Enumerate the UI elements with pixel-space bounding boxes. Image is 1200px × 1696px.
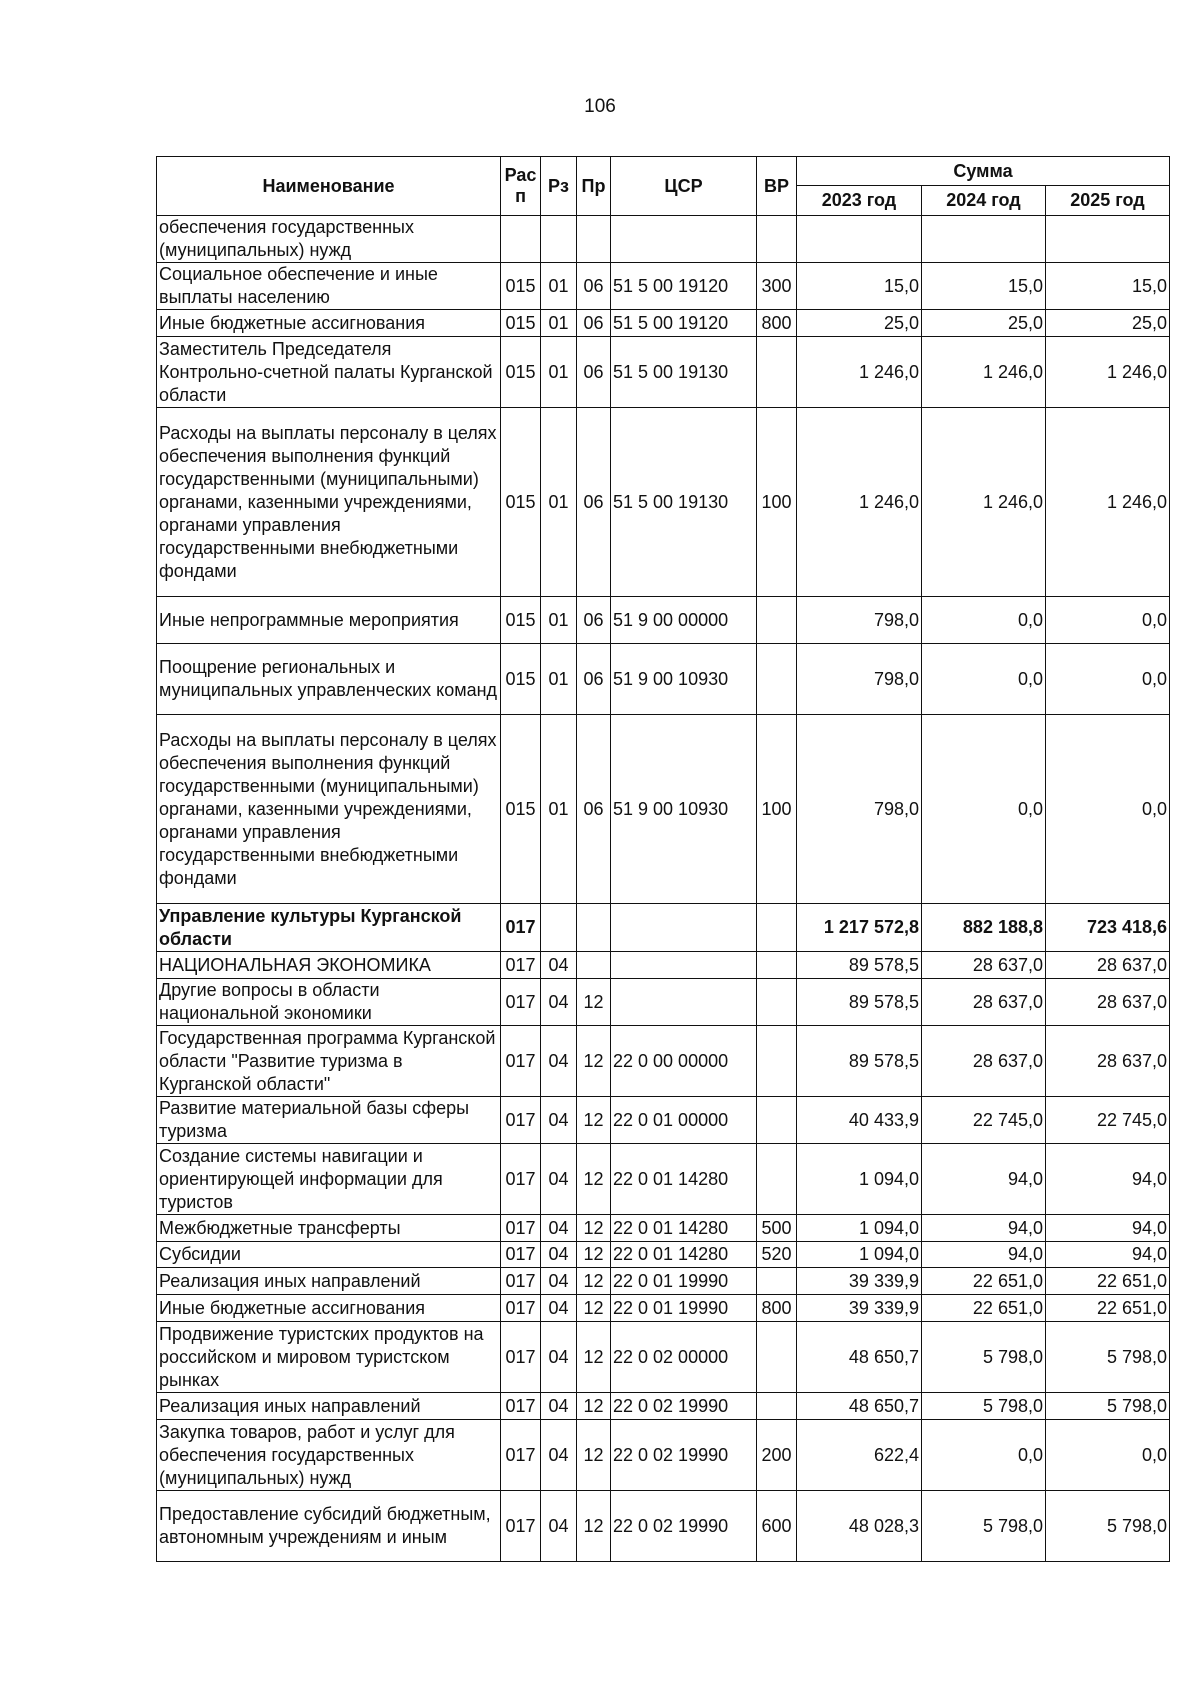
cell-pr	[577, 216, 611, 263]
cell-csr: 22 0 02 19990	[611, 1420, 757, 1491]
cell-rz: 04	[541, 1420, 577, 1491]
cell-2025: 28 637,0	[1046, 952, 1170, 979]
cell-2023: 798,0	[797, 715, 922, 904]
header-sum: Сумма	[797, 157, 1170, 186]
cell-csr: 51 5 00 19130	[611, 337, 757, 408]
cell-rasp: 015	[501, 408, 541, 597]
cell-2024: 5 798,0	[922, 1491, 1046, 1562]
cell-csr: 22 0 02 19990	[611, 1491, 757, 1562]
cell-2025: 5 798,0	[1046, 1393, 1170, 1420]
cell-2024: 94,0	[922, 1144, 1046, 1215]
cell-name: Расходы на выплаты персоналу в целях обеспечения выполнения функций государственными (муниципальными) органами, казенными учреждениями, органами управления государственными внебюджетными фондами	[157, 408, 501, 597]
cell-name: Предоставление субсидий бюджетным, автономным учреждениям и иным	[157, 1491, 501, 1562]
cell-vr	[757, 1144, 797, 1215]
cell-vr	[757, 1393, 797, 1420]
cell-csr: 51 5 00 19130	[611, 408, 757, 597]
cell-pr: 12	[577, 1491, 611, 1562]
cell-csr	[611, 904, 757, 952]
cell-2023: 798,0	[797, 644, 922, 715]
cell-2025: 0,0	[1046, 715, 1170, 904]
cell-2023: 89 578,5	[797, 1026, 922, 1097]
cell-rasp: 015	[501, 310, 541, 337]
cell-2024: 94,0	[922, 1242, 1046, 1268]
cell-csr: 22 0 01 19990	[611, 1268, 757, 1295]
cell-2023: 48 650,7	[797, 1322, 922, 1393]
cell-2024: 94,0	[922, 1215, 1046, 1242]
cell-csr	[611, 979, 757, 1026]
header-vr: ВР	[757, 157, 797, 216]
table-row	[157, 1215, 1170, 1242]
cell-2023: 39 339,9	[797, 1295, 922, 1322]
cell-name: Иные бюджетные ассигнования	[157, 310, 501, 337]
cell-pr: 12	[577, 1393, 611, 1420]
table-row	[157, 715, 1170, 904]
cell-rasp: 017	[501, 1144, 541, 1215]
cell-csr: 22 0 01 14280	[611, 1144, 757, 1215]
cell-2023: 1 094,0	[797, 1144, 922, 1215]
cell-pr: 12	[577, 1215, 611, 1242]
cell-rasp: 017	[501, 1393, 541, 1420]
table-row	[157, 337, 1170, 408]
cell-2025: 5 798,0	[1046, 1491, 1170, 1562]
cell-vr: 800	[757, 310, 797, 337]
cell-2024: 882 188,8	[922, 904, 1046, 952]
cell-name: обеспечения государственных (муниципальных) нужд	[157, 216, 501, 263]
cell-vr	[757, 1268, 797, 1295]
cell-2025: 1 246,0	[1046, 337, 1170, 408]
cell-2024: 15,0	[922, 263, 1046, 310]
cell-rz: 01	[541, 408, 577, 597]
table-row	[157, 1268, 1170, 1295]
cell-vr	[757, 952, 797, 979]
cell-name: Реализация иных направлений	[157, 1268, 501, 1295]
cell-pr: 12	[577, 1295, 611, 1322]
cell-2024: 28 637,0	[922, 979, 1046, 1026]
cell-vr: 100	[757, 408, 797, 597]
header-year-2024: 2024 год	[922, 186, 1046, 216]
cell-rasp: 015	[501, 715, 541, 904]
cell-vr	[757, 597, 797, 644]
cell-rasp: 017	[501, 1268, 541, 1295]
cell-2025: 0,0	[1046, 644, 1170, 715]
cell-vr: 500	[757, 1215, 797, 1242]
cell-2025: 0,0	[1046, 1420, 1170, 1491]
budget-table	[156, 156, 1170, 1562]
cell-csr: 22 0 02 19990	[611, 1393, 757, 1420]
cell-rz: 04	[541, 952, 577, 979]
cell-vr: 520	[757, 1242, 797, 1268]
cell-name: Расходы на выплаты персоналу в целях обеспечения выполнения функций государственными (муниципальными) органами, казенными учреждениями, органами управления государственными внебюджетными фондами	[157, 715, 501, 904]
cell-name: Государственная программа Курганской области "Развитие туризма в Курганской области"	[157, 1026, 501, 1097]
cell-2024: 1 246,0	[922, 408, 1046, 597]
cell-2023: 48 650,7	[797, 1393, 922, 1420]
table-row	[157, 904, 1170, 952]
table-row	[157, 263, 1170, 310]
cell-2023: 1 246,0	[797, 337, 922, 408]
cell-pr: 12	[577, 1097, 611, 1144]
cell-2023: 89 578,5	[797, 979, 922, 1026]
table-row	[157, 952, 1170, 979]
cell-rz: 01	[541, 337, 577, 408]
cell-name: НАЦИОНАЛЬНАЯ ЭКОНОМИКА	[157, 952, 501, 979]
table-row	[157, 644, 1170, 715]
cell-2025: 22 651,0	[1046, 1268, 1170, 1295]
cell-csr: 22 0 02 00000	[611, 1322, 757, 1393]
cell-vr	[757, 1322, 797, 1393]
cell-2024: 22 651,0	[922, 1268, 1046, 1295]
cell-csr	[611, 216, 757, 263]
table-row	[157, 1295, 1170, 1322]
cell-rz: 01	[541, 715, 577, 904]
table-row	[157, 1242, 1170, 1268]
cell-rasp: 017	[501, 1215, 541, 1242]
cell-rasp: 017	[501, 1491, 541, 1562]
table-row	[157, 310, 1170, 337]
cell-2024: 22 651,0	[922, 1295, 1046, 1322]
cell-vr: 600	[757, 1491, 797, 1562]
cell-rasp: 017	[501, 1295, 541, 1322]
cell-rz: 04	[541, 1268, 577, 1295]
table-row	[157, 1097, 1170, 1144]
cell-rz: 01	[541, 263, 577, 310]
cell-name: Развитие материальной базы сферы туризма	[157, 1097, 501, 1144]
table-row	[157, 1322, 1170, 1393]
cell-2025: 723 418,6	[1046, 904, 1170, 952]
cell-rz: 04	[541, 979, 577, 1026]
cell-pr: 12	[577, 979, 611, 1026]
cell-csr: 51 5 00 19120	[611, 310, 757, 337]
cell-rasp: 015	[501, 337, 541, 408]
cell-rasp: 017	[501, 1322, 541, 1393]
cell-csr: 22 0 01 14280	[611, 1215, 757, 1242]
cell-2025: 94,0	[1046, 1215, 1170, 1242]
cell-2025: 5 798,0	[1046, 1322, 1170, 1393]
cell-vr	[757, 216, 797, 263]
cell-vr: 800	[757, 1295, 797, 1322]
cell-rz: 04	[541, 1393, 577, 1420]
cell-rasp	[501, 216, 541, 263]
cell-pr: 12	[577, 1420, 611, 1491]
cell-csr: 51 9 00 10930	[611, 644, 757, 715]
cell-2025: 0,0	[1046, 597, 1170, 644]
cell-pr: 12	[577, 1026, 611, 1097]
cell-2023: 622,4	[797, 1420, 922, 1491]
cell-vr	[757, 1097, 797, 1144]
cell-rz: 01	[541, 644, 577, 715]
cell-rasp: 017	[501, 1097, 541, 1144]
cell-rz: 04	[541, 1295, 577, 1322]
cell-2025	[1046, 216, 1170, 263]
cell-rz: 04	[541, 1491, 577, 1562]
cell-pr: 12	[577, 1268, 611, 1295]
cell-2025: 94,0	[1046, 1242, 1170, 1268]
cell-name: Субсидии	[157, 1242, 501, 1268]
cell-rasp: 017	[501, 952, 541, 979]
cell-2025: 28 637,0	[1046, 1026, 1170, 1097]
cell-csr: 22 0 00 00000	[611, 1026, 757, 1097]
cell-rasp: 017	[501, 904, 541, 952]
cell-2023: 48 028,3	[797, 1491, 922, 1562]
cell-2023: 25,0	[797, 310, 922, 337]
cell-csr: 22 0 01 00000	[611, 1097, 757, 1144]
cell-2024: 25,0	[922, 310, 1046, 337]
cell-vr	[757, 644, 797, 715]
cell-vr: 300	[757, 263, 797, 310]
cell-2024: 22 745,0	[922, 1097, 1046, 1144]
cell-pr: 06	[577, 337, 611, 408]
cell-2025: 25,0	[1046, 310, 1170, 337]
cell-rz: 04	[541, 1097, 577, 1144]
cell-name: Продвижение туристских продуктов на российском и мировом туристском рынках	[157, 1322, 501, 1393]
header-pr: Пр	[577, 157, 611, 216]
cell-2023: 798,0	[797, 597, 922, 644]
header-rasp: Рас п	[501, 157, 541, 216]
cell-csr: 22 0 01 19990	[611, 1295, 757, 1322]
cell-rz: 04	[541, 1322, 577, 1393]
cell-rz: 04	[541, 1242, 577, 1268]
cell-rz: 04	[541, 1026, 577, 1097]
cell-name: Создание системы навигации и ориентирующей информации для туристов	[157, 1144, 501, 1215]
cell-2023: 89 578,5	[797, 952, 922, 979]
cell-2024: 5 798,0	[922, 1393, 1046, 1420]
cell-rasp: 015	[501, 263, 541, 310]
cell-2025: 22 745,0	[1046, 1097, 1170, 1144]
cell-2023	[797, 216, 922, 263]
cell-2024: 1 246,0	[922, 337, 1046, 408]
cell-csr: 51 5 00 19120	[611, 263, 757, 310]
cell-vr: 200	[757, 1420, 797, 1491]
cell-rz: 04	[541, 1144, 577, 1215]
cell-2023: 1 094,0	[797, 1215, 922, 1242]
cell-rasp: 015	[501, 644, 541, 715]
cell-2024: 5 798,0	[922, 1322, 1046, 1393]
cell-2024	[922, 216, 1046, 263]
cell-pr: 12	[577, 1322, 611, 1393]
header-csr: ЦСР	[611, 157, 757, 216]
cell-name: Межбюджетные трансферты	[157, 1215, 501, 1242]
cell-csr: 51 9 00 10930	[611, 715, 757, 904]
cell-2023: 1 094,0	[797, 1242, 922, 1268]
cell-2025: 1 246,0	[1046, 408, 1170, 597]
cell-csr: 51 9 00 00000	[611, 597, 757, 644]
cell-name: Иные бюджетные ассигнования	[157, 1295, 501, 1322]
cell-name: Иные непрограммные мероприятия	[157, 597, 501, 644]
cell-2025: 94,0	[1046, 1144, 1170, 1215]
cell-vr: 100	[757, 715, 797, 904]
cell-name: Другие вопросы в области национальной экономики	[157, 979, 501, 1026]
cell-2024: 28 637,0	[922, 952, 1046, 979]
cell-pr: 06	[577, 408, 611, 597]
table-row	[157, 1420, 1170, 1491]
cell-vr	[757, 979, 797, 1026]
cell-2024: 0,0	[922, 1420, 1046, 1491]
cell-rasp: 017	[501, 1242, 541, 1268]
cell-2023: 1 217 572,8	[797, 904, 922, 952]
cell-pr: 06	[577, 310, 611, 337]
cell-csr: 22 0 01 14280	[611, 1242, 757, 1268]
cell-2024: 0,0	[922, 597, 1046, 644]
cell-vr	[757, 904, 797, 952]
table-row	[157, 408, 1170, 597]
cell-rz	[541, 216, 577, 263]
cell-2023: 40 433,9	[797, 1097, 922, 1144]
cell-rasp: 015	[501, 597, 541, 644]
page-number: 106	[584, 96, 616, 117]
header-year-2023: 2023 год	[797, 186, 922, 216]
cell-rz: 01	[541, 310, 577, 337]
cell-pr: 06	[577, 715, 611, 904]
cell-rasp: 017	[501, 1420, 541, 1491]
cell-2023: 1 246,0	[797, 408, 922, 597]
table-row	[157, 1491, 1170, 1562]
table-row	[157, 1144, 1170, 1215]
cell-2025: 22 651,0	[1046, 1295, 1170, 1322]
cell-name: Управление культуры Курганской области	[157, 904, 501, 952]
cell-2024: 0,0	[922, 644, 1046, 715]
cell-2023: 15,0	[797, 263, 922, 310]
cell-pr: 12	[577, 1242, 611, 1268]
cell-name: Поощрение региональных и муниципальных управленческих команд	[157, 644, 501, 715]
cell-2023: 39 339,9	[797, 1268, 922, 1295]
header-year-2025: 2025 год	[1046, 186, 1170, 216]
cell-rz: 04	[541, 1215, 577, 1242]
table-row	[157, 597, 1170, 644]
cell-2025: 15,0	[1046, 263, 1170, 310]
cell-vr	[757, 1026, 797, 1097]
cell-csr	[611, 952, 757, 979]
table-row	[157, 1393, 1170, 1420]
cell-name: Социальное обеспечение и иные выплаты населению	[157, 263, 501, 310]
cell-rz	[541, 904, 577, 952]
cell-pr	[577, 904, 611, 952]
header-name: Наименование	[157, 157, 501, 216]
cell-rz: 01	[541, 597, 577, 644]
header-rz: Рз	[541, 157, 577, 216]
table-header	[157, 157, 1170, 216]
table-body	[157, 216, 1170, 1562]
cell-pr	[577, 952, 611, 979]
table-row	[157, 979, 1170, 1026]
cell-name: Заместитель Председателя Контрольно-счетной палаты Курганской области	[157, 337, 501, 408]
cell-pr: 12	[577, 1144, 611, 1215]
cell-vr	[757, 337, 797, 408]
cell-2024: 28 637,0	[922, 1026, 1046, 1097]
cell-rasp: 017	[501, 979, 541, 1026]
cell-2024: 0,0	[922, 715, 1046, 904]
cell-pr: 06	[577, 597, 611, 644]
cell-pr: 06	[577, 644, 611, 715]
cell-name: Реализация иных направлений	[157, 1393, 501, 1420]
cell-rasp: 017	[501, 1026, 541, 1097]
cell-name: Закупка товаров, работ и услуг для обеспечения государственных (муниципальных) нужд	[157, 1420, 501, 1491]
table-row	[157, 216, 1170, 263]
table-row	[157, 1026, 1170, 1097]
cell-2025: 28 637,0	[1046, 979, 1170, 1026]
cell-pr: 06	[577, 263, 611, 310]
